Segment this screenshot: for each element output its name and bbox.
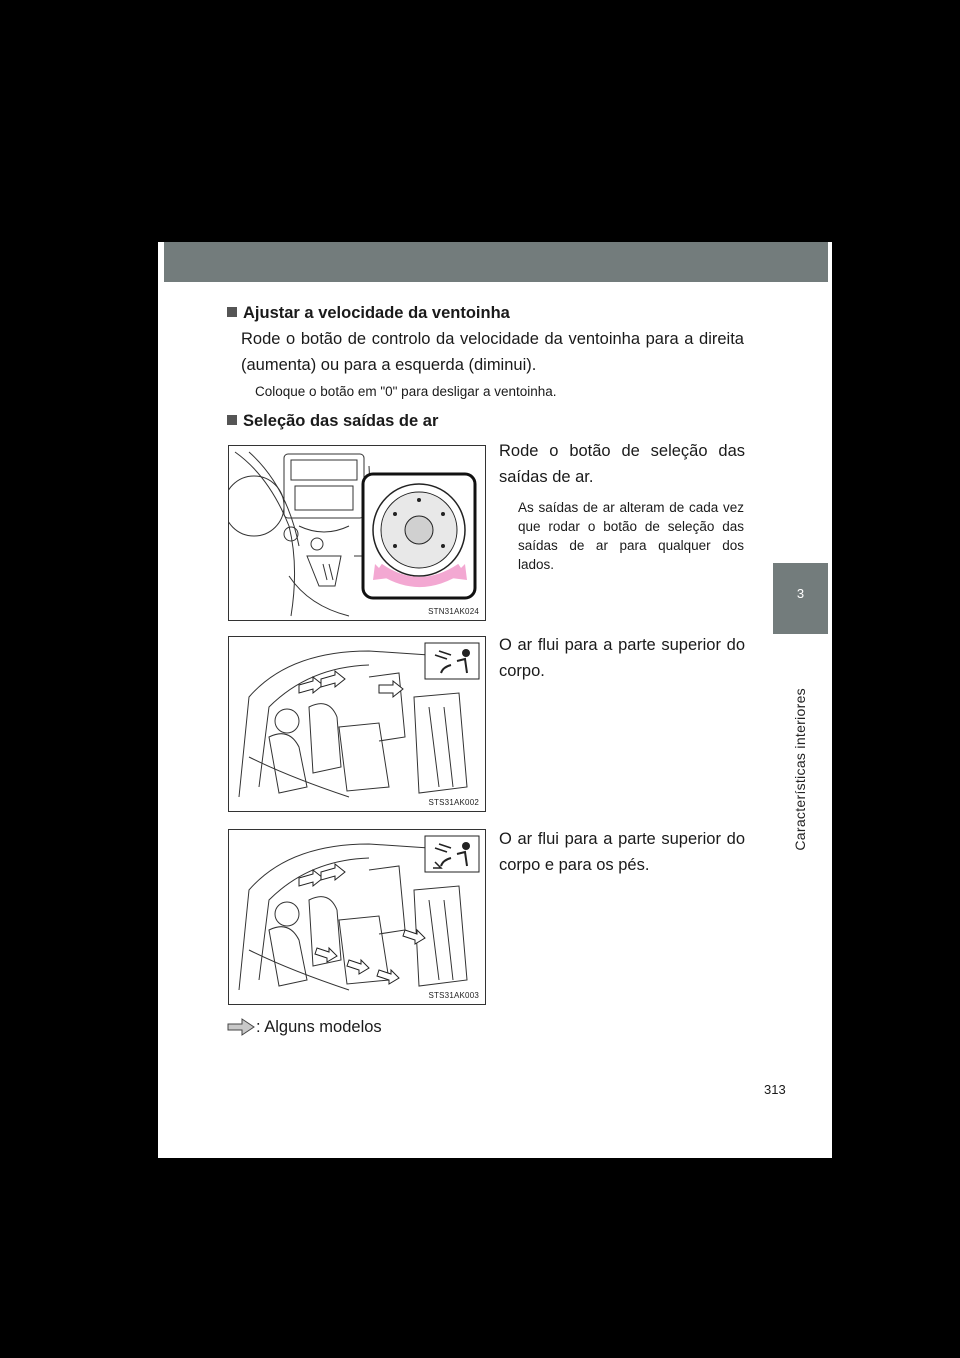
- manual-page: [158, 242, 832, 1158]
- cabin-airflow-upper-feet-illustration: [229, 830, 485, 1004]
- outlets-intro-note: As saídas de ar alteram de cada vez que rodar o botão de seleção das saídas de ar para qualquer dos lados.: [518, 500, 744, 572]
- page-number: 313: [764, 1082, 786, 1097]
- fan-speed-heading: Ajustar a velocidade da ventoinha: [227, 304, 510, 323]
- footnote-text: : Alguns modelos: [256, 1017, 382, 1036]
- figure-dial: [228, 445, 486, 621]
- outlets-intro: Rode o botão de seleção das saídas de ar.: [499, 442, 745, 486]
- footnote: [226, 1017, 382, 1037]
- section-tab-number: 3: [796, 586, 805, 601]
- upper-body-feet-mode-text: O ar flui para a parte superior do corpo e para os pés.: [499, 830, 745, 874]
- header-bar: [164, 242, 828, 282]
- figure-code: STN31AK024: [428, 607, 479, 616]
- section-side-label: Características interiores: [792, 687, 808, 851]
- dashboard-dial-illustration: [229, 446, 485, 620]
- square-bullet-icon: [227, 415, 237, 425]
- outlets-heading: Seleção das saídas de ar: [227, 412, 438, 431]
- square-bullet-icon: [227, 307, 237, 317]
- figure-code: STS31AK003: [428, 991, 479, 1000]
- cabin-airflow-upper-illustration: [229, 637, 485, 811]
- fan-speed-text: Rode o botão de controlo da velocidade da ventoinha para a direita (aumenta) ou para a esquerda (diminui).: [241, 330, 744, 374]
- figure-upper-body-feet: [228, 829, 486, 1005]
- fan-speed-note: Coloque o botão em "0" para desligar a ventoinha.: [255, 384, 557, 399]
- section-tab: [773, 563, 828, 634]
- upper-body-mode-text: O ar flui para a parte superior do corpo.: [499, 636, 745, 680]
- arrow-marker-icon: [226, 1017, 256, 1037]
- figure-code: STS31AK002: [428, 798, 479, 807]
- figure-upper-body: [228, 636, 486, 812]
